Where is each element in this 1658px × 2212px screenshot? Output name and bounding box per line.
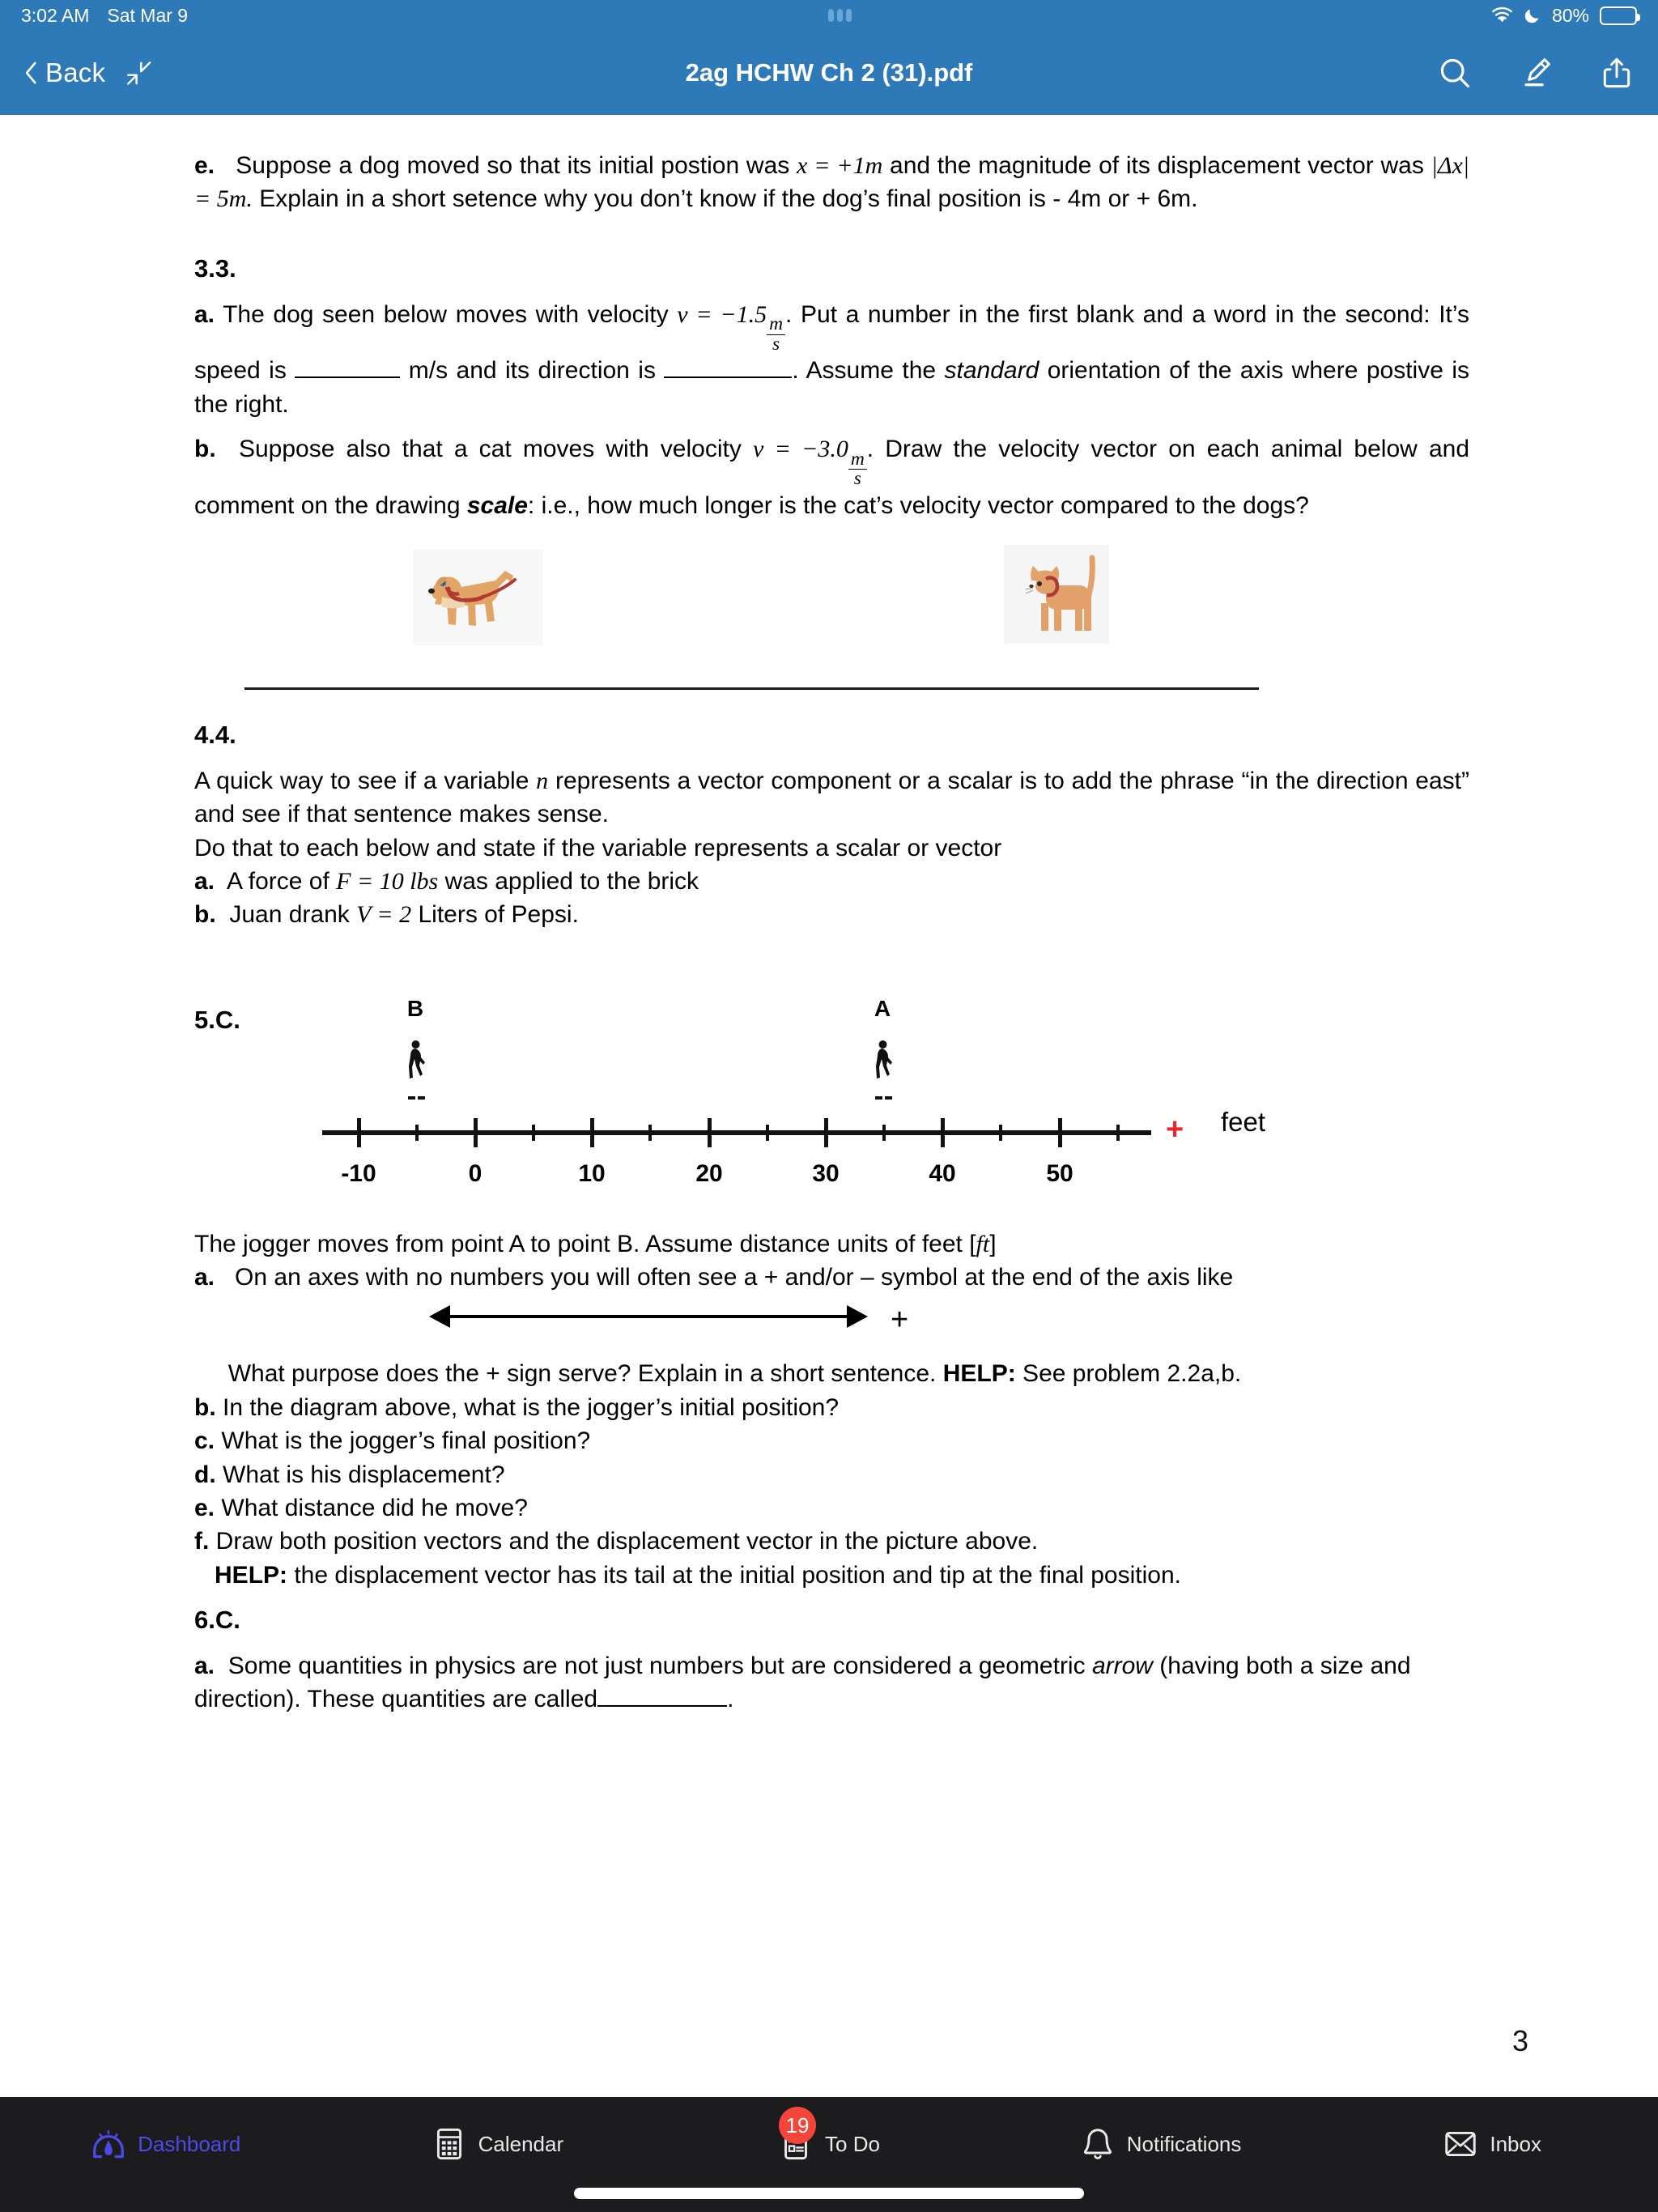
jogger-figure-icon-b [403,1039,427,1102]
q44b-text-1: Juan drank [229,901,357,929]
tick-minor-55 [1116,1125,1120,1141]
q5cf-text: Draw both position vectors and the displacement vector in the picture above. [215,1528,1039,1555]
q5cb-marker: b. [194,1393,216,1421]
s44-text-b: represents a vector component or a scalar is to add the phrase “in the direction east” and see if that sentence makes sense. [194,767,1469,828]
question-e-text-a: Suppose a dog moved so that its initial postion was [236,152,797,179]
envelope-icon [1443,2125,1478,2163]
bottom-tab-bar [0,2097,1658,2212]
q44a-text-2: was applied to the brick [438,867,699,895]
axis-plus-sign: + [1166,1112,1184,1146]
q33a-italic-standard: standard [944,357,1039,385]
tab-notifications[interactable] [995,2125,1327,2163]
back-button-label: Back [45,57,106,87]
three-dots-icon [828,9,852,22]
chevron-left-icon [24,62,37,84]
q33b-velocity: v = −3.0 [752,435,848,462]
arrow-shaft [445,1315,854,1318]
q33b-bold-scale: scale [466,491,528,519]
q44a-text-1: A force of [227,867,337,895]
tick-label-20: 20 [695,1159,723,1187]
question-5-c-d [194,1458,1469,1491]
question-3-3-a [194,298,1469,421]
section-heading-6-c: 6.C. [194,1606,240,1635]
tick-major-30 [824,1118,828,1147]
status-bar [0,0,1658,31]
number-line-figure [194,995,1469,1187]
question-5-c-c [194,1424,1469,1457]
question-6-c-a [194,1649,1469,1716]
tick-major-40 [941,1118,945,1147]
question-4-4-b [194,898,1469,931]
jogger-intro-end: ] [989,1230,997,1257]
tab-label-todo: To Do [825,2131,880,2156]
q33a-units-fraction: $\frac{m}{s}$ [767,315,785,354]
jogger-figure-icon-a [870,1039,895,1102]
q33a-text-5: orientation of the axis where postive is the right. [194,357,1469,418]
q33b-text-1: Suppose also that a cat moves with velocity [238,435,753,462]
tick-minor--5 [415,1125,419,1141]
question-5-c-a [194,1261,1469,1294]
tick-label-30: 30 [812,1159,840,1187]
wifi-icon [1491,6,1513,24]
q5ce-marker: e. [194,1495,215,1522]
q6ca-italic-arrow: arrow [1091,1652,1153,1679]
point-label-b: B [406,995,424,1021]
question-5-c-f-help [194,1559,1469,1592]
q44a-math: F = 10 lbs [336,867,439,895]
battery-percent: 80% [1551,4,1589,26]
tick-major-10 [590,1118,594,1147]
q5cc-marker: c. [194,1427,215,1455]
pdf-page[interactable] [0,115,1658,2097]
q44a-marker: a. [194,867,215,895]
nav-left-group [24,57,152,88]
example-axis-arrow [194,1294,1469,1339]
navigation-bar [0,31,1658,115]
page-number: 3 [1511,2024,1528,2057]
q5cc-text: What is the jogger’s final position? [221,1427,591,1455]
tick-minor-45 [999,1125,1002,1141]
s44-text-a: A quick way to see if a variable [194,767,537,794]
nav-right-group [1438,55,1634,91]
tab-label-inbox: Inbox [1490,2131,1541,2156]
dashboard-gauge-icon [91,2125,126,2163]
question-5-c-a-continued [194,1357,1469,1390]
point-label-a: A [874,995,891,1021]
tick-major--10 [357,1118,361,1147]
q5cf-help-text: the displacement vector has its tail at the initial position and tip at the final position. [287,1561,1181,1589]
dog-on-leash-image [413,550,542,645]
s44-var-n: n [536,767,549,794]
question-e-math-2: |Δx| = 5m. [194,152,1470,213]
q5cf-marker: f. [194,1528,210,1555]
status-time: 3:02 AM [21,4,90,26]
arrow-head-left [429,1305,450,1328]
q33a-text-2: . Put a number in the first blank and a word in the second: It’s speed is [194,300,1469,385]
document-title: 2ag HCHW Ch 2 (31).pdf [685,58,973,87]
question-e [194,149,1469,216]
share-icon[interactable] [1600,55,1634,91]
tab-calendar[interactable] [332,2125,664,2163]
tick-major-50 [1058,1118,1062,1147]
horizontal-divider [244,687,1259,690]
expand-icon[interactable] [125,59,152,87]
section-heading-3-3: 3.3. [194,253,236,283]
dog-illustration-svg [413,550,542,645]
q33b-text-2: . Draw the velocity vector on each animal below and comment on the drawing [194,435,1470,519]
tick-minor-35 [882,1125,886,1141]
q44b-text-2: Liters of Pepsi. [411,901,579,929]
tick-major-0 [474,1118,478,1147]
q5cb-text: In the diagram above, what is the jogger’s initial position? [223,1393,840,1421]
q5ca2-help-label: HELP: [942,1360,1016,1388]
section-heading-5-c: 5.C. [194,1005,240,1034]
q33a-blank-direction[interactable] [664,376,792,378]
jogger-intro [194,1227,1469,1261]
tick-label-40: 40 [929,1159,956,1187]
question-e-text-c: Explain in a short setence why you don’t know if the dog’s final position is - 4m or + 6m. [252,185,1198,213]
tick-label--10: -10 [341,1159,376,1187]
question-5-c-b [194,1391,1469,1424]
tick-minor-5 [532,1125,535,1141]
q33a-marker: a. [194,300,215,328]
q6ca-marker: a. [194,1652,215,1679]
q33a-text-4: . Assume the [792,357,945,385]
question-5-c-f [194,1525,1469,1558]
status-bar-center [188,9,1491,22]
animals-figure [194,550,1469,663]
jogger-intro-math: ft [976,1230,990,1257]
q33b-marker: b. [194,435,216,462]
arrow-head-right [847,1305,868,1328]
tab-label-notifications: Notifications [1126,2131,1242,2156]
section-heading-4-4: 4.4. [194,720,236,749]
q6ca-text-1: Some quantities in physics are not just numbers but are considered a geometric [227,1652,1092,1679]
q6ca-blank[interactable] [597,1705,727,1707]
tick-minor-15 [648,1125,652,1141]
q44b-math: V = 2 [356,901,412,929]
q44b-marker: b. [194,901,216,929]
highlighter-pen-icon[interactable] [1519,55,1553,91]
q5ca2-text-post: See problem 2.2a,b. [1015,1360,1242,1388]
tick-label-0: 0 [468,1159,483,1187]
question-3-3-b [194,432,1469,522]
status-date: Sat Mar 9 [107,4,189,26]
back-button[interactable] [24,57,105,88]
document-body [194,115,1469,1716]
jogger-intro-text: The jogger moves from point A to point B. Assume distance units of feet [ [194,1230,976,1257]
q33b-text-3: : i.e., how much longer is the cat’s velocity vector compared to the dogs? [527,491,1309,519]
search-icon[interactable] [1438,55,1472,91]
q33b-units-fraction: $\frac{m}{s}$ [848,450,867,489]
q33a-text-3: m/s and its direction is [400,357,665,385]
cat-illustration-svg [1004,545,1109,644]
calendar-icon [432,2125,467,2163]
tab-inbox[interactable] [1326,2125,1658,2163]
tab-label-calendar: Calendar [478,2131,564,2156]
status-bar-left [21,5,188,27]
tab-dashboard[interactable] [0,2125,332,2163]
axis-unit-label: feet [1221,1106,1266,1137]
cat-with-collar-image [1004,545,1109,644]
tick-major-20 [708,1118,712,1147]
q5ca2-text-pre: What purpose does the + sign serve? Explain in a short sentence. [227,1360,943,1388]
number-line-axis [322,1130,1151,1135]
question-e-marker: e. [194,152,215,179]
q33a-text-1: The dog seen below moves with velocity [223,300,678,328]
q6ca-text-2: (having both a size and direction). These quantities are called [194,1652,1411,1713]
q5ca-marker: a. [194,1264,215,1291]
status-bar-right [1491,5,1637,27]
q5ca-text: On an axes with no numbers you will often see a + and/or – symbol at the end of the axis like [235,1264,1234,1291]
section-4-4-intro [194,764,1469,832]
question-5-c-e [194,1491,1469,1525]
q5cd-text: What is his displacement? [223,1461,505,1488]
question-e-math-1: x = +1m [797,152,883,179]
tab-todo[interactable] [663,2112,995,2163]
todo-badge: 19 [779,2107,816,2144]
question-e-text-b: and the magnitude of its displacement vector was [882,152,1431,179]
q5ce-text: What distance did he move? [221,1495,528,1522]
tick-minor-25 [766,1125,769,1141]
q5cf-help-label: HELP: [215,1561,288,1589]
tick-label-10: 10 [578,1159,606,1187]
q33a-velocity: v = −1.5 [677,300,767,328]
battery-icon [1600,6,1637,25]
section-4-4-line2: Do that to each below and state if the variable represents a scalar or vector [194,834,1002,861]
q33a-blank-speed[interactable] [295,376,400,378]
moon-icon [1524,6,1541,25]
q5cd-marker: d. [194,1461,216,1488]
tab-label-dashboard: Dashboard [138,2131,241,2156]
question-4-4-a [194,865,1469,898]
tick-label-50: 50 [1046,1159,1073,1187]
home-indicator[interactable] [574,2188,1084,2199]
bell-icon [1080,2125,1116,2163]
arrow-plus-label: + [891,1303,909,1338]
q6ca-text-3: . [727,1686,734,1713]
